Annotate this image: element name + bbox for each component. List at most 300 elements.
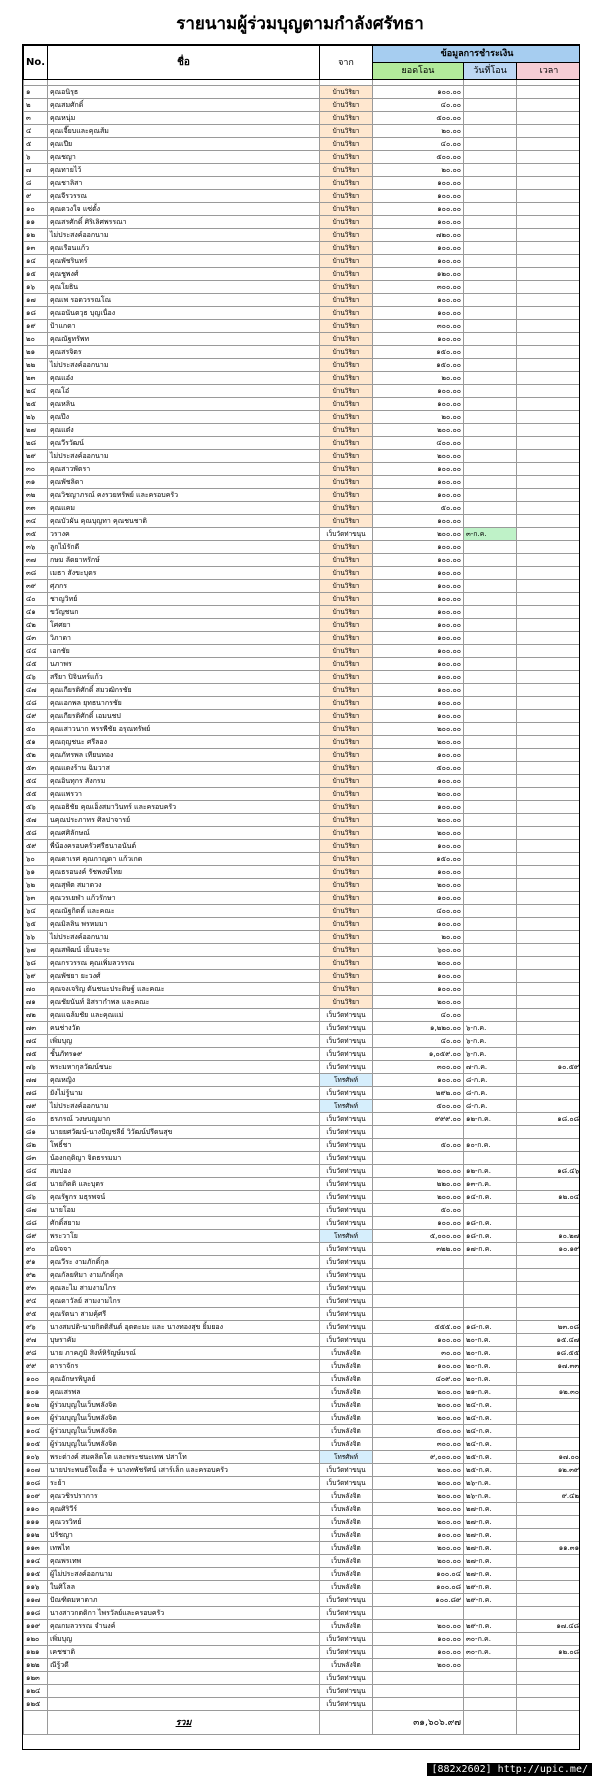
row-time: ๑๒.๐๔: [517, 1191, 581, 1204]
row-name: ป้าแกดา: [48, 320, 320, 333]
row-date: [464, 749, 517, 762]
row-name: พระวาโย: [48, 1230, 320, 1243]
row-source: เว็บวัดท่าขนุน: [320, 1334, 373, 1347]
row-amount: ๑๐๐.๐๐: [373, 697, 464, 710]
row-name: นายโอม: [48, 1204, 320, 1217]
row-date: [464, 879, 517, 892]
row-source: บ้านวิริยา: [320, 385, 373, 398]
row-name: คุณเสาวนาก พรรพีชัย อรุณทรัพย์: [48, 723, 320, 736]
row-number: ๒๒: [24, 359, 48, 372]
row-source: เว็บวัดท่าขนุน: [320, 1646, 373, 1659]
table-row: [24, 450, 581, 463]
row-time: [517, 788, 581, 801]
row-number: ๕๖: [24, 801, 48, 814]
row-source: บ้านวิริยา: [320, 658, 373, 671]
row-number: ๑๒๕: [24, 1698, 48, 1711]
row-date: [464, 723, 517, 736]
row-date: [464, 502, 517, 515]
row-number: ๑๒๒: [24, 1659, 48, 1672]
row-name: คุณสรจิตร: [48, 346, 320, 359]
row-source: บ้านวิริยา: [320, 515, 373, 528]
row-date: [464, 203, 517, 216]
row-number: ๕๑: [24, 736, 48, 749]
row-date: [464, 489, 517, 502]
row-name: คุณศศิลักษณ์: [48, 827, 320, 840]
row-source: บ้านวิริยา: [320, 931, 373, 944]
row-number: ๑๐๕: [24, 1438, 48, 1451]
table-row: [24, 1503, 581, 1516]
table-row: [24, 996, 581, 1009]
table-row: [24, 1685, 581, 1698]
row-number: ๓๒: [24, 489, 48, 502]
row-amount: ๑๐๐.๐๐: [373, 632, 464, 645]
row-number: ๑๐๗: [24, 1464, 48, 1477]
row-time: [517, 606, 581, 619]
row-name: [48, 1672, 320, 1685]
row-name: ชั้นภัทร๑๙: [48, 1048, 320, 1061]
row-number: ๑๐๑: [24, 1386, 48, 1399]
row-name: ระย้า: [48, 1477, 320, 1490]
row-name: นคุณประภาทร ศิลปาจารย์: [48, 814, 320, 827]
table-row: [24, 1594, 581, 1607]
table-body: [24, 80, 581, 1711]
row-number: ๔: [24, 125, 48, 138]
row-amount: ๑๐๐.๐๘: [373, 1581, 464, 1594]
row-number: ๑๕: [24, 268, 48, 281]
row-number: ๕๙: [24, 840, 48, 853]
row-date: [464, 1282, 517, 1295]
row-time: [517, 424, 581, 437]
row-amount: ๒๐๐.๐๐: [373, 1399, 464, 1412]
table-row: [24, 710, 581, 723]
row-amount: ๒๐๐.๐๐: [373, 1516, 464, 1529]
row-time: [517, 567, 581, 580]
row-name: ดาราจักร: [48, 1360, 320, 1373]
table-row: [24, 931, 581, 944]
row-time: [517, 203, 581, 216]
row-source: เว็บพลังจิต: [320, 1529, 373, 1542]
row-name: เพิ่มบุญ: [48, 1633, 320, 1646]
row-number: ๖๒: [24, 879, 48, 892]
row-amount: ๑๐๐.๐๐: [373, 1360, 464, 1373]
row-date: [464, 554, 517, 567]
row-time: [517, 1698, 581, 1711]
row-name: [48, 1698, 320, 1711]
row-date: [464, 658, 517, 671]
row-amount: ๔๐.๐๐: [373, 1035, 464, 1048]
row-name: ขวัญชนก: [48, 606, 320, 619]
row-time: [517, 1256, 581, 1269]
table-row: [24, 762, 581, 775]
table-row: [24, 944, 581, 957]
table-row: [24, 749, 581, 762]
row-time: [517, 307, 581, 320]
row-number: ๑๐๘: [24, 1477, 48, 1490]
row-source: บ้านวิริยา: [320, 203, 373, 216]
row-time: [517, 645, 581, 658]
row-date: ๒๗-ก.ค.: [464, 1529, 517, 1542]
row-name: คุณกัลยทิมา งามภักดิ์กุล: [48, 1269, 320, 1282]
row-amount: ๒๐.๐๐: [373, 164, 464, 177]
row-time: [517, 177, 581, 190]
row-source: บ้านวิริยา: [320, 619, 373, 632]
row-source: บ้านวิริยา: [320, 736, 373, 749]
table-row: [24, 268, 581, 281]
row-time: [517, 1139, 581, 1152]
row-date: [464, 827, 517, 840]
row-amount: ๑๐๐.๐๐: [373, 190, 464, 203]
row-date: [464, 840, 517, 853]
row-time: [517, 346, 581, 359]
row-source: เว็บวัดท่าขนุน: [320, 1178, 373, 1191]
row-source: บ้านวิริยา: [320, 333, 373, 346]
donor-table-container: [22, 44, 580, 1750]
row-number: ๖๕: [24, 918, 48, 931]
row-amount: ๑๐๐.๐๐: [373, 567, 464, 580]
row-date: ๒๖-ก.ค.: [464, 1477, 517, 1490]
table-row: [24, 1243, 581, 1256]
row-amount: ๑๕๐.๐๐: [373, 853, 464, 866]
row-amount: ๒๐๐.๐๐: [373, 1659, 464, 1672]
row-date: ๒๐-ก.ค.: [464, 1373, 517, 1386]
row-amount: ๑๐๐.๐๐: [373, 1529, 464, 1542]
row-amount: ๒๐๐.๐๐: [373, 528, 464, 541]
row-date: [464, 242, 517, 255]
table-row: [24, 1568, 581, 1581]
row-date: [464, 164, 517, 177]
row-date: [464, 515, 517, 528]
table-row: [24, 1269, 581, 1282]
row-time: [517, 541, 581, 554]
table-row: [24, 1386, 581, 1399]
row-date: [464, 190, 517, 203]
row-date: ๗-ก.ค.: [464, 1061, 517, 1074]
row-date: [464, 255, 517, 268]
row-source: บ้านวิริยา: [320, 710, 373, 723]
row-time: [517, 918, 581, 931]
row-source: บ้านวิริยา: [320, 372, 373, 385]
row-source: บ้านวิริยา: [320, 476, 373, 489]
row-amount: ๑๐๐.๐๐: [373, 1646, 464, 1659]
row-name: คุณละไม สามงามไกร: [48, 1282, 320, 1295]
row-source: เว็บพลังจิต: [320, 1490, 373, 1503]
row-date: [464, 372, 517, 385]
row-amount: [373, 1152, 464, 1165]
table-row: [24, 918, 581, 931]
row-name: ผู้ไม่ประสงค์ออกนาม: [48, 1568, 320, 1581]
row-time: ๙.๔๒: [517, 1490, 581, 1503]
row-amount: ๒๐๐.๐๐: [373, 1412, 464, 1425]
row-time: [517, 580, 581, 593]
row-number: ๙๙: [24, 1360, 48, 1373]
row-number: ๔๔: [24, 645, 48, 658]
row-amount: ๒๐๐.๐๐: [373, 827, 464, 840]
row-number: ๗๑: [24, 996, 48, 1009]
row-date: [464, 1672, 517, 1685]
row-name: นายประพนธ์ใจเอื้อ + นางทพัชรัศน์ เสาร์เล็ก และครอบครัว: [48, 1464, 320, 1477]
total-amount: ๓๑,๖๐๖.๙๗: [373, 1711, 464, 1735]
row-number: ๖๗: [24, 944, 48, 957]
row-number: ๔๕: [24, 658, 48, 671]
row-number: ๙: [24, 190, 48, 203]
row-name: คุณเปีย: [48, 138, 320, 151]
row-source: บ้านวิริยา: [320, 606, 373, 619]
row-date: [464, 307, 517, 320]
table-row: [24, 970, 581, 983]
row-source: เว็บวัดท่าขนุน: [320, 1191, 373, 1204]
row-source: เว็บวัดท่าขนุน: [320, 1061, 373, 1074]
table-row: [24, 1360, 581, 1373]
header-date: วันที่โอน: [464, 63, 517, 80]
row-number: ๗๘: [24, 1087, 48, 1100]
row-number: ๙๐: [24, 1243, 48, 1256]
row-name: คุณพัชรินทร์: [48, 255, 320, 268]
row-source: บ้านวิริยา: [320, 229, 373, 242]
row-name: เทพไท: [48, 1542, 320, 1555]
row-name: คุณหลิน: [48, 398, 320, 411]
row-amount: [373, 1308, 464, 1321]
row-source: เว็บวัดท่าขนุน: [320, 1009, 373, 1022]
row-source: บ้านวิริยา: [320, 749, 373, 762]
row-number: ๘๔: [24, 1165, 48, 1178]
row-name: คุณสมศักดิ์: [48, 99, 320, 112]
row-date: ๓๐-ก.ค.: [464, 1633, 517, 1646]
row-source: บ้านวิริยา: [320, 827, 373, 840]
table-row: [24, 1477, 581, 1490]
row-source: เว็บวัดท่าขนุน: [320, 1022, 373, 1035]
table-row: [24, 801, 581, 814]
row-source: บ้านวิริยา: [320, 892, 373, 905]
row-number: ๘๘: [24, 1217, 48, 1230]
table-row: [24, 788, 581, 801]
row-time: ๑๘.๕๕: [517, 1347, 581, 1360]
row-amount: ๑๐๐.๐๐: [373, 749, 464, 762]
table-row: [24, 1035, 581, 1048]
table-row: [24, 190, 581, 203]
row-source: เว็บพลังจิต: [320, 1555, 373, 1568]
row-number: ๑๐๐: [24, 1373, 48, 1386]
row-source: บ้านวิริยา: [320, 294, 373, 307]
row-amount: ๑๐๐.๐๐: [373, 333, 464, 346]
row-name: คุณธรอนงค์ รัชพงษ์ไทย: [48, 866, 320, 879]
row-amount: [373, 1607, 464, 1620]
table-row: [24, 372, 581, 385]
row-number: ๒๙: [24, 450, 48, 463]
row-name: คุณดาเรศ คุณกาญดา แก้วเกด: [48, 853, 320, 866]
row-name: วิภาดา: [48, 632, 320, 645]
table-row: [24, 1204, 581, 1217]
table-row: [24, 1217, 581, 1230]
row-number: ๙๖: [24, 1321, 48, 1334]
row-source: บ้านวิริยา: [320, 970, 373, 983]
row-name: ลูกไม้รักดี: [48, 541, 320, 554]
table-row: [24, 1022, 581, 1035]
row-date: [464, 411, 517, 424]
row-date: [464, 112, 517, 125]
row-name: คุณวชิรปราการ: [48, 1490, 320, 1503]
row-source: บ้านวิริยา: [320, 398, 373, 411]
row-time: [517, 1282, 581, 1295]
table-row: [24, 1607, 581, 1620]
row-source: บ้านวิริยา: [320, 554, 373, 567]
row-source: บ้านวิริยา: [320, 632, 373, 645]
row-date: ๘-ก.ค.: [464, 1087, 517, 1100]
row-amount: ๑๐๐.๐๐: [373, 710, 464, 723]
row-number: ๑๐๖: [24, 1451, 48, 1464]
row-number: ๑๘: [24, 307, 48, 320]
row-name: คุณทายไว้: [48, 164, 320, 177]
table-row: [24, 164, 581, 177]
row-date: ๒๔-ก.ค.: [464, 1399, 517, 1412]
table-row: [24, 1152, 581, 1165]
row-number: ๖๘: [24, 957, 48, 970]
row-number: ๑๒๔: [24, 1685, 48, 1698]
row-source: บ้านวิริยา: [320, 684, 373, 697]
row-date: [464, 294, 517, 307]
row-number: ๖๑: [24, 866, 48, 879]
row-date: [464, 320, 517, 333]
row-time: [517, 476, 581, 489]
row-amount: ๒๐๐.๐๐: [373, 736, 464, 749]
row-source: บ้านวิริยา: [320, 541, 373, 554]
row-amount: ๒๐๐.๐๐: [373, 450, 464, 463]
row-name: คุณปึง: [48, 411, 320, 424]
row-amount: [373, 1685, 464, 1698]
row-time: [517, 593, 581, 606]
row-name: นางสาวกตติกา ไพรวัลย์และครอบครัว: [48, 1607, 320, 1620]
row-date: [464, 1126, 517, 1139]
row-time: [517, 1633, 581, 1646]
row-date: [464, 1256, 517, 1269]
row-amount: ๒๐๐.๐๐: [373, 788, 464, 801]
row-source: บ้านวิริยา: [320, 437, 373, 450]
row-source: บ้านวิริยา: [320, 177, 373, 190]
row-time: [517, 853, 581, 866]
table-row: [24, 476, 581, 489]
row-name: คุณแพรวา: [48, 788, 320, 801]
table-row: [24, 99, 581, 112]
row-number: ๑๑๕: [24, 1568, 48, 1581]
row-source: บ้านวิริยา: [320, 983, 373, 996]
row-time: [517, 736, 581, 749]
row-amount: ๕๐๐.๐๐: [373, 1425, 464, 1438]
row-source: เว็บวัดท่าขนุน: [320, 1633, 373, 1646]
row-time: ๑๒.๐๘: [517, 1646, 581, 1659]
table-row: [24, 853, 581, 866]
row-source: เว็บพลังจิต: [320, 1438, 373, 1451]
row-amount: ๑๐๐.๐๐: [373, 86, 464, 99]
row-number: ๙๔: [24, 1295, 48, 1308]
row-source: บ้านวิริยา: [320, 671, 373, 684]
row-date: [464, 983, 517, 996]
row-date: ๑๔-ก.ค.: [464, 1191, 517, 1204]
row-time: [517, 632, 581, 645]
row-amount: ๑๐๐.๐๐: [373, 684, 464, 697]
row-amount: ๔๐๐.๐๐: [373, 905, 464, 918]
row-amount: ๒๐๐.๐๐: [373, 1191, 464, 1204]
row-number: ๘๕: [24, 1178, 48, 1191]
row-time: [517, 1100, 581, 1113]
row-amount: ๓๐๐.๐๐: [373, 1061, 464, 1074]
row-time: [517, 775, 581, 788]
row-source: เว็บวัดท่าขนุน: [320, 1217, 373, 1230]
row-source: เว็บวัดท่าขนุน: [320, 1672, 373, 1685]
row-time: [517, 1529, 581, 1542]
row-amount: ๑๐๐.๐๐: [373, 242, 464, 255]
row-source: บ้านวิริยา: [320, 255, 373, 268]
row-date: [464, 736, 517, 749]
row-name: คุณบัวผัน คุณบุญทา คุณชนชาติ: [48, 515, 320, 528]
row-date: ๒๗-ก.ค.: [464, 1568, 517, 1581]
row-name: โพธิ์ชา: [48, 1139, 320, 1152]
row-time: [517, 827, 581, 840]
row-date: ๒๕-ก.ค.: [464, 1464, 517, 1477]
table-row: [24, 1672, 581, 1685]
row-time: ๑๗.๓๓: [517, 1360, 581, 1373]
row-time: [517, 385, 581, 398]
row-date: [464, 216, 517, 229]
row-source: บ้านวิริยา: [320, 814, 373, 827]
row-date: ๒๗-ก.ค.: [464, 1503, 517, 1516]
row-time: [517, 554, 581, 567]
row-date: [464, 970, 517, 983]
row-amount: ๑๐๐.๐๐: [373, 203, 464, 216]
row-date: [464, 229, 517, 242]
table-row: [24, 1321, 581, 1334]
row-time: [517, 801, 581, 814]
table-row: [24, 346, 581, 359]
row-number: ๗๗: [24, 1074, 48, 1087]
row-name: คุณพัชยา ยะวงศ์: [48, 970, 320, 983]
row-name: คุณวิชญาภรณ์ คงรวยทรัพย์ และครอบครัว: [48, 489, 320, 502]
row-date: [464, 710, 517, 723]
row-number: ๖: [24, 151, 48, 164]
row-time: [517, 866, 581, 879]
row-time: [517, 502, 581, 515]
row-amount: ๖๐๐.๐๐: [373, 944, 464, 957]
table-row: [24, 1425, 581, 1438]
table-row: [24, 866, 581, 879]
row-name: คุณดวงใจ แซ่ตั้ง: [48, 203, 320, 216]
row-amount: ๑๐๐.๐๐: [373, 1334, 464, 1347]
row-time: [517, 1152, 581, 1165]
row-source: เว็บวัดท่าขนุน: [320, 1607, 373, 1620]
row-amount: [373, 1295, 464, 1308]
row-number: ๒: [24, 99, 48, 112]
table-row: [24, 307, 581, 320]
row-source: บ้านวิริยา: [320, 905, 373, 918]
row-date: [464, 866, 517, 879]
row-name: พี่น้องครอบครัวศรีธนาอนันต์: [48, 840, 320, 853]
table-row: [24, 1282, 581, 1295]
row-source: เว็บพลังจิต: [320, 1425, 373, 1438]
row-time: [517, 398, 581, 411]
row-date: [464, 138, 517, 151]
row-date: ๒๐-ก.ค.: [464, 1334, 517, 1347]
row-source: บ้านวิริยา: [320, 164, 373, 177]
row-name: คุณศิริวีร์: [48, 1503, 320, 1516]
row-number: ๒๔: [24, 385, 48, 398]
row-date: [464, 385, 517, 398]
row-date: [464, 398, 517, 411]
row-amount: ๑๐๐.๐๐: [373, 645, 464, 658]
row-date: ๖-ก.ค.: [464, 1035, 517, 1048]
row-time: [517, 905, 581, 918]
row-name: คุณชญา: [48, 151, 320, 164]
row-date: [464, 437, 517, 450]
table-row: [24, 1191, 581, 1204]
row-number: ๓๘: [24, 567, 48, 580]
